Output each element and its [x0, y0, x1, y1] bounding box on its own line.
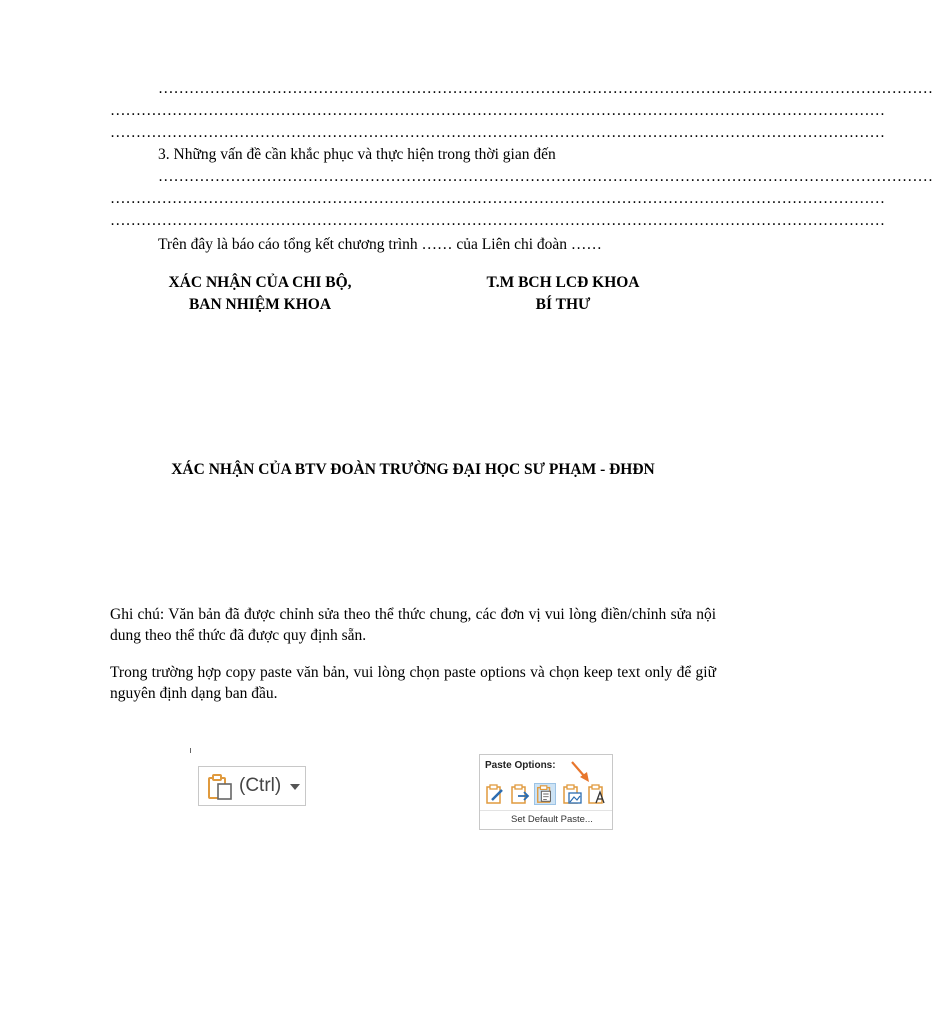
paste-options-title: Paste Options: — [485, 760, 556, 771]
cursor-mark — [190, 748, 191, 753]
note-paragraph: Ghi chú: Văn bản đã được chỉnh sửa theo thể thức chung, các đơn vị vui lòng điền/chỉnh sửa nội dung theo thể thức đã được quy định sẵn. — [110, 606, 716, 644]
paste-options-menu — [479, 754, 613, 830]
chevron-down-icon — [290, 784, 300, 790]
dotted-line: …………………………………………………………………………………………………………………………………… — [110, 212, 885, 229]
paste-note-paragraph: Trong trường hợp copy paste văn bản, vui lòng chọn paste options và chọn keep text only để giữ nguyên định dạng ban đầu. — [110, 664, 716, 702]
keep-text-only-icon[interactable] — [586, 783, 608, 805]
dotted-line: …………………………………………………………………………………………………………………………………… — [110, 190, 885, 207]
keep-source-formatting-icon[interactable] — [484, 783, 506, 805]
sign-right-line2: BÍ THƯ — [535, 296, 591, 313]
closing-sentence: Trên đây là báo cáo tổng kết chương trình …… của Liên chi đoàn …… — [158, 236, 602, 253]
dotted-line: …………………………………………………………………………………………………………………………………… — [110, 102, 885, 119]
set-default-paste-link[interactable]: Set Default Paste... — [511, 814, 593, 825]
merge-formatting-icon[interactable] — [509, 783, 531, 805]
dotted-line: …………………………………………………………………………………………………………………………………… — [158, 80, 933, 97]
section-3-heading: 3. Những vấn đề cần khắc phục và thực hiện trong thời gian đến — [158, 146, 556, 163]
use-destination-styles-icon[interactable] — [534, 783, 556, 805]
dotted-line: …………………………………………………………………………………………………………………………………… — [110, 124, 885, 141]
paste-ctrl-button[interactable] — [198, 766, 306, 806]
sign-left-line2: BAN NHIỆM KHOA — [188, 296, 332, 313]
sign-left-line1: XÁC NHẬN CỦA CHI BỘ, — [168, 274, 352, 291]
clipboard-icon — [207, 773, 235, 806]
ctrl-label: (Ctrl) — [239, 775, 282, 796]
arrow-icon — [568, 759, 594, 785]
btv-confirmation: XÁC NHẬN CỦA BTV ĐOÀN TRƯỜNG ĐẠI HỌC SƯ PHẠM - ĐHĐN — [171, 461, 655, 478]
picture-icon[interactable] — [561, 783, 583, 805]
divider — [480, 810, 612, 811]
sign-right-line1: T.M BCH LCĐ KHOA — [486, 274, 640, 291]
dotted-line: …………………………………………………………………………………………………………………………………… — [158, 168, 933, 185]
